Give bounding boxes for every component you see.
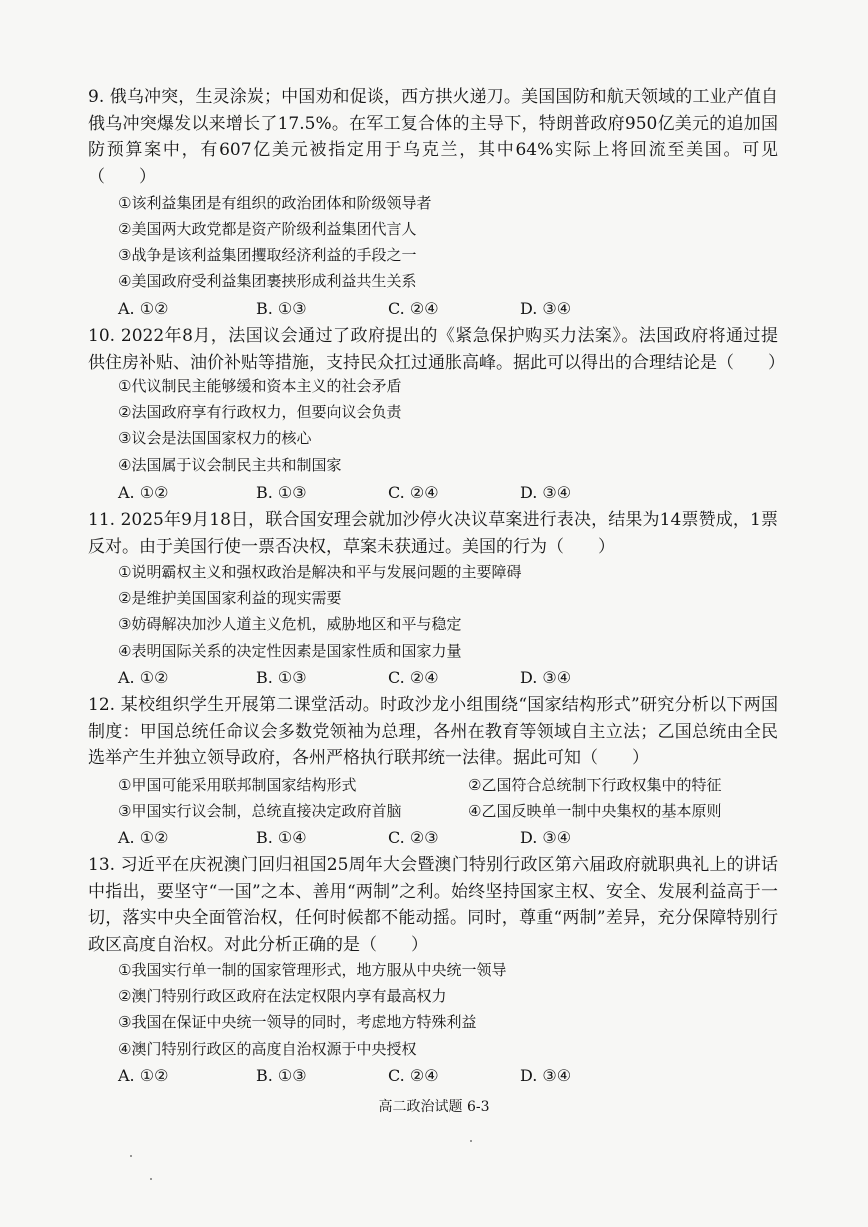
question-9-option-4: ④美国政府受利益集团裹挟形成利益共生关系 — [118, 272, 417, 290]
scan-speck — [130, 1155, 132, 1157]
question-10-choice-c: C. ②④ — [388, 483, 439, 502]
question-11-stem: 11. 2025年9月18日，联合国安理会就加沙停火决议草案进行表决，结果为14票赞成，1票反对。由于美国行使一票否决权，草案未获通过。美国的行为（ ） — [88, 510, 778, 557]
question-10-option-3: ③议会是法国国家权力的核心 — [118, 429, 312, 447]
question-11-choice-d: D. ③④ — [520, 668, 572, 687]
question-9-option-1: ①该利益集团是有组织的政治团体和阶级领导者 — [118, 194, 432, 212]
question-11-choice-c: C. ②④ — [388, 668, 439, 687]
question-13-option-4: ④澳门特别行政区的高度自治权源于中央授权 — [118, 1040, 417, 1058]
question-10-choice-b: B. ①③ — [256, 483, 307, 502]
question-12-choice-d: D. ③④ — [520, 828, 572, 847]
question-13-option-1: ①我国实行单一制的国家管理形式，地方服从中央统一领导 — [118, 961, 507, 979]
question-10-stem: 10. 2022年8月，法国议会通过了政府提出的《紧急保护购买力法案》。法国政府将通过提供住房补贴、油价补贴等措施，支持民众扛过通胀高峰。据此可以得出的合理结论是（ ） — [88, 326, 785, 373]
question-10-option-4: ④法国属于议会制民主共和制国家 — [118, 456, 342, 474]
question-12-choice-b: B. ①④ — [256, 828, 307, 847]
question-12-option-2: ②乙国符合总统制下行政权集中的特征 — [468, 776, 722, 794]
question-13-choice-a: A. ①② — [118, 1066, 169, 1085]
question-10-choice-a: A. ①② — [118, 483, 169, 502]
question-12-option-1: ①甲国可能采用联邦制国家结构形式 — [118, 776, 357, 794]
question-9-stem: 9. 俄乌冲突，生灵涂炭；中国劝和促谈，西方拱火递刀。美国国防和航天领域的工业产值自俄乌冲突爆发以来增长了17.5%。在军工复合体的主导下，特朗普政府950亿美元的追加国防预算案中，有607亿美元被指定用于乌克兰，其中64%实际上将回流至美国。可见（ ） — [88, 87, 778, 187]
question-9-option-3: ③战争是该利益集团攫取经济利益的手段之一 — [118, 246, 417, 264]
question-13-option-3: ③我国在保证中央统一领导的同时，考虑地方特殊利益 — [118, 1013, 477, 1031]
question-11-option-4: ④表明国际关系的决定性因素是国家性质和国家力量 — [118, 642, 462, 660]
question-13-stem: 13. 习近平在庆祝澳门回归祖国25周年大会暨澳门特别行政区第六届政府就职典礼上的讲话中指出，要坚守“一国”之本、善用“两制”之利。始终坚持国家主权、安全、发展利益高于一切，落实中央全面管治权，任何时候都不能动摇。同时，尊重“两制”差异，充分保障特别行政区高度自治权。对此分析正确的是（ ） — [88, 855, 778, 955]
question-13-choice-c: C. ②④ — [388, 1066, 439, 1085]
question-12-choice-a: A. ①② — [118, 828, 169, 847]
question-11-choice-b: B. ①③ — [256, 668, 307, 687]
question-12-stem: 12. 某校组织学生开展第二课堂活动。时政沙龙小组围绕“国家结构形式”研究分析以下两国制度：甲国总统任命议会多数党领袖为总理，各州在教育等领域自主立法；乙国总统由全民选举产生并独立领导政府，各州严格执行联邦统一法律。据此可知（ ） — [88, 695, 778, 768]
question-11-option-3: ③妨碍解决加沙人道主义危机，威胁地区和平与稳定 — [118, 615, 462, 633]
scan-speck — [470, 1140, 472, 1142]
question-10-option-1: ①代议制民主能够缓和资本主义的社会矛盾 — [118, 377, 402, 395]
question-11-option-1: ①说明霸权主义和强权政治是解决和平与发展问题的主要障碍 — [118, 563, 522, 581]
scan-speck — [150, 1178, 152, 1180]
page-footer: 高二政治试题 6-3 — [378, 1099, 490, 1115]
question-11-option-2: ②是维护美国国家利益的现实需要 — [118, 589, 342, 607]
question-12-option-3: ③甲国实行议会制，总统直接决定政府首脑 — [118, 802, 402, 820]
question-10-choice-d: D. ③④ — [520, 483, 572, 502]
question-10-option-2: ②法国政府享有行政权力，但要向议会负责 — [118, 403, 402, 421]
question-9-option-2: ②美国两大政党都是资产阶级利益集团代言人 — [118, 220, 417, 238]
question-13-option-2: ②澳门特别行政区政府在法定权限内享有最高权力 — [118, 987, 447, 1005]
question-13-choice-d: D. ③④ — [520, 1066, 572, 1085]
question-9-choice-a: A. ①② — [118, 299, 169, 318]
question-9-choice-b: B. ①③ — [256, 299, 307, 318]
question-9-choice-c: C. ②④ — [388, 299, 439, 318]
question-11-choice-a: A. ①② — [118, 668, 169, 687]
question-9-choice-d: D. ③④ — [520, 299, 572, 318]
question-13-choice-b: B. ①③ — [256, 1066, 307, 1085]
question-12-choice-c: C. ②③ — [388, 828, 439, 847]
question-12-option-4: ④乙国反映单一制中央集权的基本原则 — [468, 802, 722, 820]
